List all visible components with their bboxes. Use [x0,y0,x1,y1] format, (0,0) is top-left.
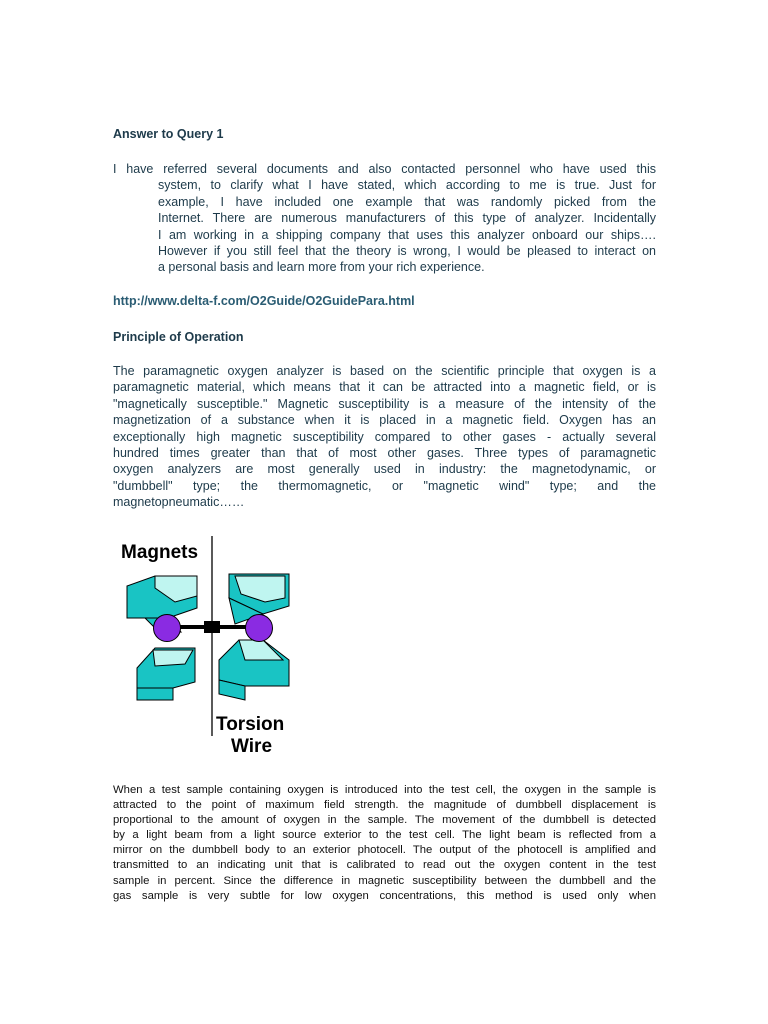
paragraph-line: a personal basis and learn more from your rich experience. [158,260,485,275]
paragraph-line: hundred times greater than that of most other gases. Three types of paramagnetic [113,446,656,461]
label-magnets: Magnets [121,542,199,563]
paragraph-line: "magnetically susceptible." Magnetic susceptibility is a measure of the intensity of the [113,396,656,411]
dumbbell-sphere-right [246,615,273,642]
paragraph-line: I have referred several documents and also contacted personnel who have used this [113,162,656,176]
paragraph-line: by a light beam from a light source exterior to the test cell. The light beam is reflected from a [113,829,656,842]
dumbbell-diagram [115,536,315,761]
paragraph-line: proportional to the amount of oxygen in the sample. The movement of the dumbbell is detected [113,814,656,827]
paragraph-line: transmitted to an indicating unit that is calibrated to read out the oxygen content in the test [113,859,656,872]
paragraph-line: The paramagnetic oxygen analyzer is based on the scientific principle that oxygen is a [113,364,656,378]
magnet-lower-right [219,640,289,700]
label-torsion: Torsion [216,714,285,735]
paragraph-line: mirror on the dumbbell body to an exterior photocell. The output of the photocell is amplified and [113,844,656,857]
paragraph-line: sample in percent. Since the difference in magnetic susceptibility between the dumbbell and the [113,874,656,887]
paragraph-line: gas sample is very subtle for low oxygen concentrations, this method is used only when [113,889,656,902]
heading-principle-text: Principle of Operation [113,330,244,344]
heading-principle [113,330,244,344]
paragraph-line: Internet. There are numerous manufacturers of this type of analyzer. Incidentally [158,211,656,226]
paragraph-intro [113,161,656,276]
paragraph-line: magnetopneumatic…… [113,495,245,510]
paragraph-line: When a test sample containing oxygen is introduced into the test cell, the oxygen in the sample is [113,784,656,796]
paragraph-line: paramagnetic material, which means that it can be attracted into a magnetic field, or is [113,380,656,395]
paragraph-line: attracted to the point of maximum field strength. the magnitude of dumbbell displacement is [113,799,656,812]
reference-link[interactable]: http://www.delta-f.com/O2Guide/O2GuidePara.html [113,294,415,308]
paragraph-line: oxygen analyzers are most generally used in industry: the magnetodynamic, or [113,462,656,477]
paragraph-line: "dumbbell" type; the thermomagnetic, or "magnetic wind" type; and the [113,478,656,493]
paragraph-line: magnetization of a substance when it is placed in a magnetic field. Oxygen has an [113,413,656,428]
dumbbell-sphere-left [154,615,181,642]
paragraph-line: exceptionally high magnetic susceptibility compared to other gases - actually several [113,429,656,444]
paragraph-line: I am working in a shipping company that uses this analyzer onboard our ships…. [158,227,656,242]
magnet-lower-left [137,648,195,700]
heading-answer-query: Answer to Query 1 [113,127,224,141]
paragraph-line: system, to clarify what I have stated, which according to me is true. Just for [158,178,656,193]
dumbbell-analyzer-figure [115,536,315,761]
paragraph-line: example, I have included one example that was randomly picked from the [158,194,656,209]
paragraph-principle [113,363,656,511]
paragraph-line: However if you still feel that the theory is wrong, I would be pleased to interact on [158,244,656,259]
label-wire: Wire [231,736,273,757]
dumbbell-mirror [204,621,220,633]
paragraph-operation [113,783,656,904]
